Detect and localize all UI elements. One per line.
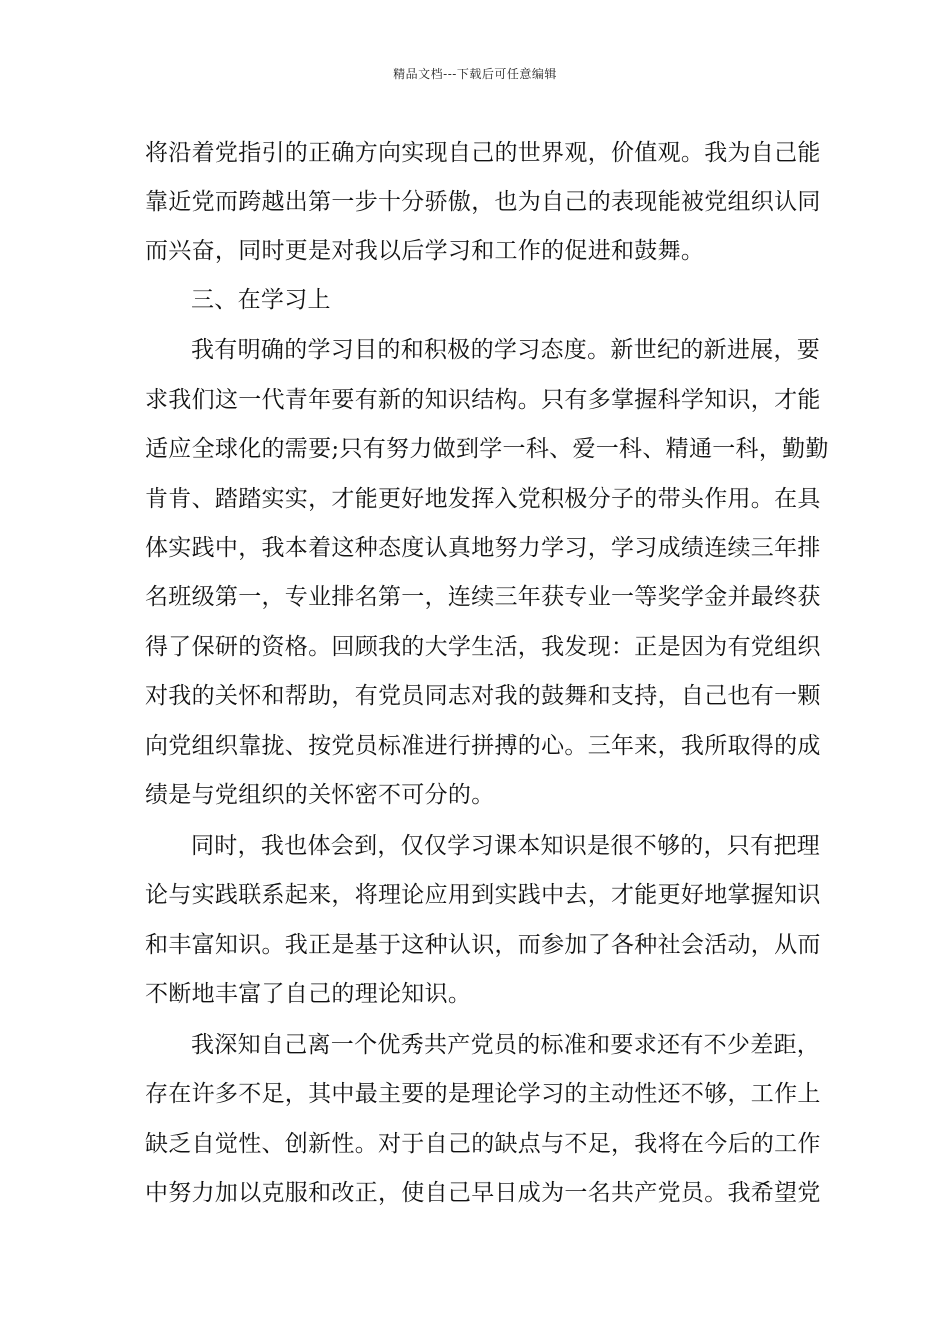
text-line: 靠近党而跨越出第一步十分骄傲，也为自己的表现能被党组织认同 (145, 189, 821, 215)
text-line: 向党组织靠拢、按党员标准进行拼搏的心。三年来，我所取得的成 (145, 733, 821, 759)
text-line: 同时，我也体会到，仅仅学习课本知识是很不够的，只有把理 (191, 833, 821, 859)
text-line: 中努力加以克服和改正，使自己早日成为一名共产党员。我希望党 (145, 1180, 821, 1206)
text-line: 体实践中，我本着这种态度认真地努力学习，学习成绩连续三年排 (145, 535, 821, 561)
text-line: 得了保研的资格。回顾我的大学生活，我发现：正是因为有党组织 (145, 634, 821, 660)
text-line: 和丰富知识。我正是基于这种认识，而参加了各种社会活动，从而 (145, 932, 821, 958)
text-line: 我深知自己离一个优秀共产党员的标准和要求还有不少差距， (191, 1032, 821, 1058)
text-line: 肯肯、踏踏实实，才能更好地发挥入党积极分子的带头作用。在具 (145, 486, 821, 512)
text-line: 不断地丰富了自己的理论知识。 (145, 981, 472, 1007)
text-line: 对我的关怀和帮助，有党员同志对我的鼓舞和支持，自己也有一颗 (145, 683, 821, 709)
text-line: 缺乏自觉性、创新性。对于自己的缺点与不足，我将在今后的工作 (145, 1131, 821, 1157)
text-line: 名班级第一，专业排名第一，连续三年获专业一等奖学金并最终获 (145, 584, 821, 610)
text-line: 绩是与党组织的关怀密不可分的。 (145, 782, 495, 808)
text-line: 存在许多不足，其中最主要的是理论学习的主动性还不够，工作上 (145, 1081, 821, 1107)
text-line: 求我们这一代青年要有新的知识结构。只有多掌握科学知识，才能 (145, 387, 821, 413)
text-line: 而兴奋，同时更是对我以后学习和工作的促进和鼓舞。 (145, 238, 705, 264)
text-line: 论与实践联系起来，将理论应用到实践中去，才能更好地掌握知识 (145, 882, 821, 908)
page-header: 精品文档---下载后可任意编辑 (393, 67, 557, 81)
section-heading: 三、在学习上 (191, 287, 331, 313)
text-line: 将沿着党指引的正确方向实现自己的世界观，价值观。我为自己能 (145, 140, 821, 166)
text-line: 我有明确的学习目的和积极的学习态度。新世纪的新进展，要 (191, 337, 821, 363)
text-line: 适应全球化的需要;只有努力做到学一科、爱一科、精通一科，勤勤 (145, 436, 829, 462)
